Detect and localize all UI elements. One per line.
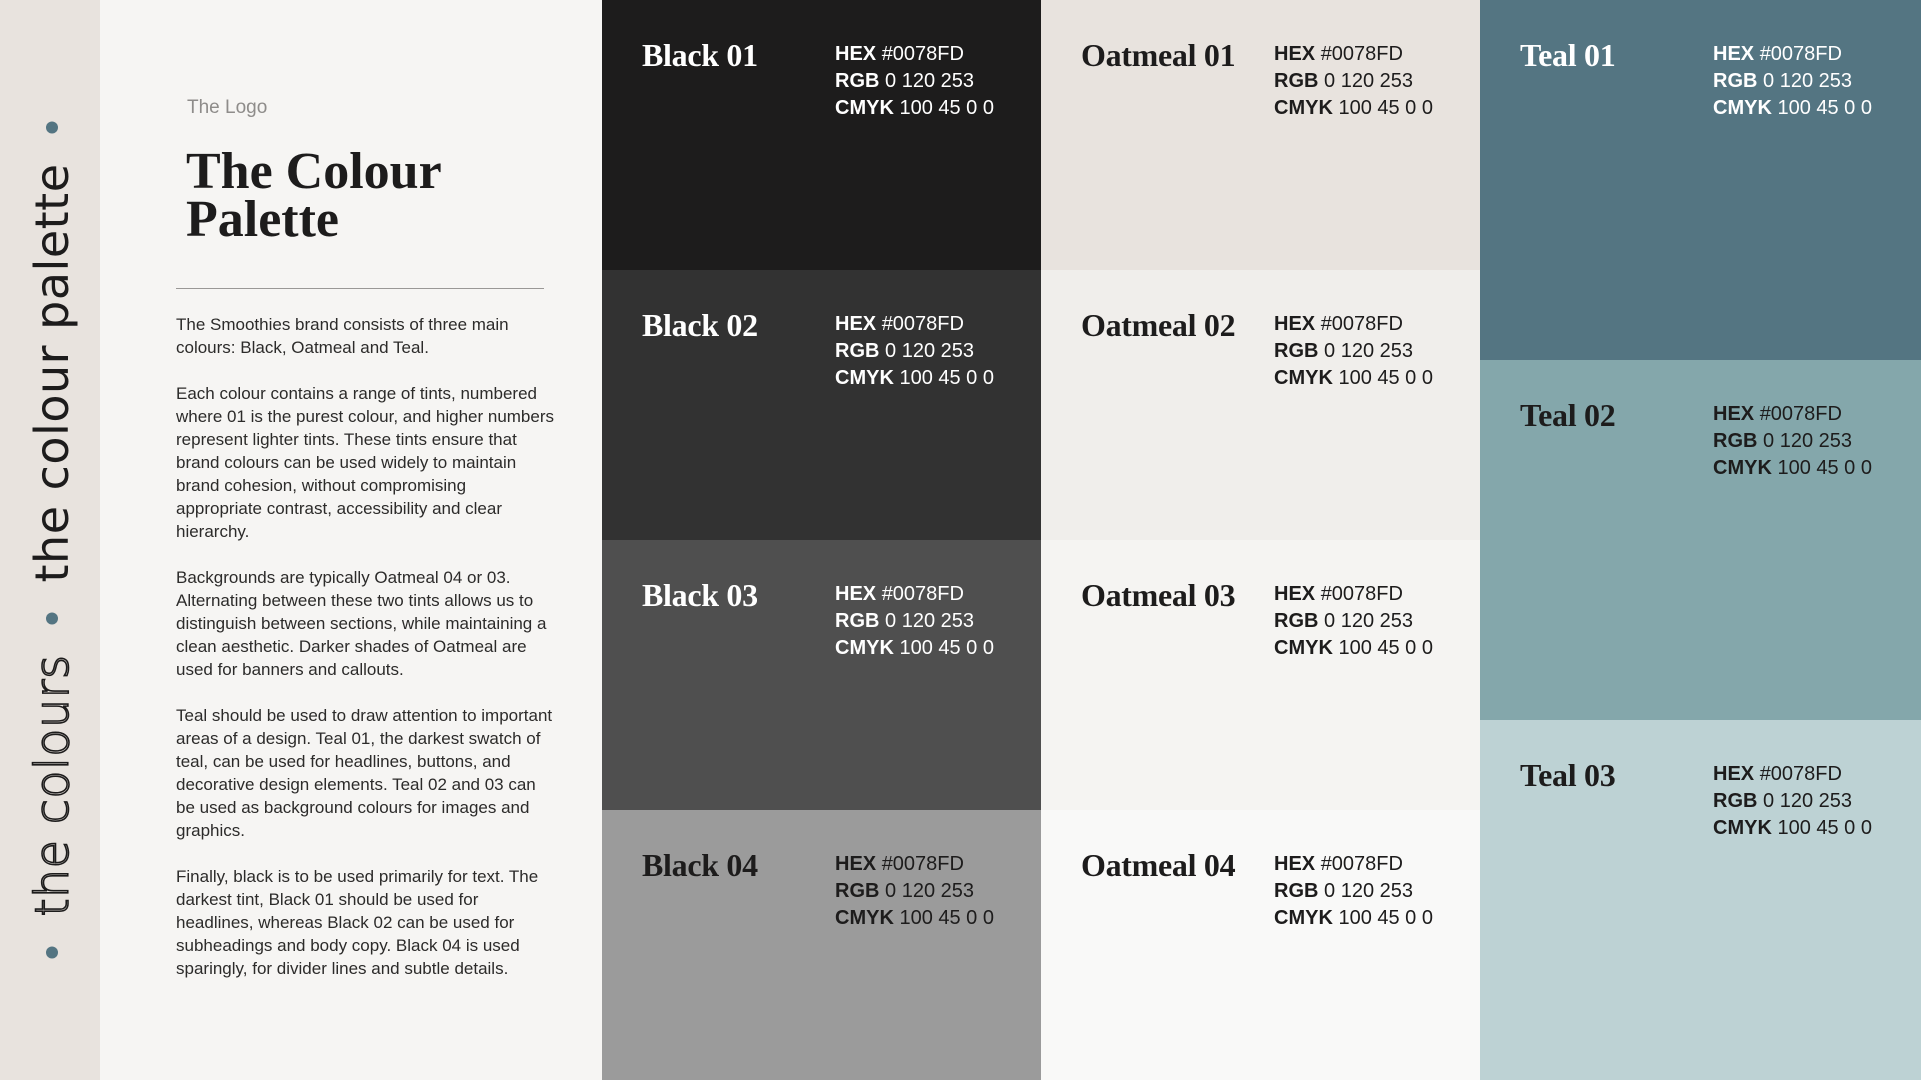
hex-value: #0078FD [1320,583,1403,605]
rgb-label: RGB [835,70,880,92]
rgb-value: 0 120 253 [885,340,974,362]
hex-label: HEX [835,583,877,605]
rgb-label: RGB [1713,70,1758,92]
bullet-dot-icon [46,613,58,625]
cmyk-value: 100 45 0 0 [1338,907,1433,929]
hex-label: HEX [835,43,877,65]
bullet-dot-icon [46,121,58,133]
rgb-label: RGB [835,880,880,902]
rgb-value: 0 120 253 [885,70,974,92]
hex-value: #0078FD [1759,403,1842,425]
sidebar-word-palette: the colour palette [25,163,79,583]
swatch-oatmeal-04 [1041,810,1480,1080]
hex-value: #0078FD [881,583,964,605]
swatch-codes [1713,41,1872,122]
hex-value: #0078FD [1320,853,1403,875]
hex-value: #0078FD [1759,763,1842,785]
black-column [602,0,1041,1080]
cmyk-label: CMYK [1274,907,1333,929]
rgb-value: 0 120 253 [1324,70,1413,92]
cmyk-value: 100 45 0 0 [1338,637,1433,659]
swatch-codes [1274,41,1433,122]
cmyk-label: CMYK [835,907,894,929]
swatch-codes [835,581,994,662]
rgb-value: 0 120 253 [1324,880,1413,902]
rgb-value: 0 120 253 [1763,70,1852,92]
hex-label: HEX [1713,43,1755,65]
rgb-value: 0 120 253 [1763,430,1852,452]
swatch-black-04 [602,810,1041,1080]
hex-label: HEX [1713,763,1755,785]
sidebar-strip [0,0,100,1080]
intro-body [176,313,556,1003]
swatch-black-03 [602,540,1041,810]
bullet-dot-icon [46,947,58,959]
rgb-label: RGB [1713,790,1758,812]
swatch-name: Teal 03 [1520,757,1616,793]
swatch-name: Oatmeal 04 [1081,847,1236,883]
rgb-value: 0 120 253 [1324,340,1413,362]
cmyk-value: 100 45 0 0 [1338,97,1433,119]
swatch-codes [1713,761,1872,842]
swatch-name: Black 02 [642,307,758,343]
swatch-name: Black 03 [642,577,758,613]
cmyk-label: CMYK [1713,97,1772,119]
cmyk-value: 100 45 0 0 [899,97,994,119]
intro-panel [100,0,602,1080]
hex-value: #0078FD [881,853,964,875]
teal-column [1480,0,1921,1080]
swatch-black-02 [602,270,1041,540]
cmyk-label: CMYK [835,367,894,389]
hex-label: HEX [1274,313,1316,335]
cmyk-label: CMYK [1713,457,1772,479]
cmyk-label: CMYK [1713,817,1772,839]
rgb-value: 0 120 253 [1324,610,1413,632]
cmyk-value: 100 45 0 0 [899,637,994,659]
swatch-name: Black 04 [642,847,758,883]
swatch-name: Teal 01 [1520,37,1616,73]
rgb-label: RGB [835,340,880,362]
cmyk-label: CMYK [1274,637,1333,659]
intro-paragraph: Teal should be used to draw attention to important areas of a design. Teal 01, the darkest swatch of teal, can be used for headlines, buttons, and decorative design elements. Teal 02 and 03 can be used as background colours for images and graphics. [176,706,553,840]
swatch-codes [1274,581,1433,662]
swatch-name: Teal 02 [1520,397,1616,433]
swatch-oatmeal-01 [1041,0,1480,270]
rgb-label: RGB [835,610,880,632]
cmyk-label: CMYK [835,637,894,659]
rgb-value: 0 120 253 [1763,790,1852,812]
cmyk-value: 100 45 0 0 [1338,367,1433,389]
hex-value: #0078FD [1759,43,1842,65]
swatch-teal-02 [1480,360,1921,720]
swatch-black-01 [602,0,1041,270]
cmyk-label: CMYK [1274,97,1333,119]
swatch-codes [1713,401,1872,482]
swatch-name: Oatmeal 03 [1081,577,1236,613]
swatch-oatmeal-02 [1041,270,1480,540]
swatch-codes [1274,851,1433,932]
swatch-codes [835,41,994,122]
cmyk-value: 100 45 0 0 [1777,817,1872,839]
oatmeal-column [1041,0,1480,1080]
sidebar-word-colours: the colours [25,654,79,917]
intro-paragraph: Backgrounds are typically Oatmeal 04 or 03. Alternating between these two tints allows us to distinguish between sections, while maintaining a clean aesthetic. Darker shades of Oatmeal are used for banners and callouts. [176,568,547,679]
hex-label: HEX [1713,403,1755,425]
rgb-label: RGB [1274,340,1319,362]
swatch-name: Black 01 [642,37,758,73]
swatch-teal-03 [1480,720,1921,1080]
cmyk-label: CMYK [1274,367,1333,389]
page-title: The Colour Palette [186,143,441,248]
hex-label: HEX [1274,853,1316,875]
cmyk-value: 100 45 0 0 [1777,457,1872,479]
hex-value: #0078FD [881,313,964,335]
swatch-teal-01 [1480,0,1921,360]
section-eyebrow: The Logo [187,97,268,118]
hex-value: #0078FD [1320,43,1403,65]
rgb-value: 0 120 253 [885,880,974,902]
swatch-codes [835,851,994,932]
intro-paragraph: Each colour contains a range of tints, numbered where 01 is the purest colour, and higher numbers represent lighter tints. These tints ensure that brand colours can be used widely to maintain brand cohesion, without compromising appropriate contrast, accessibility and clear hierarchy. [176,384,555,541]
hex-value: #0078FD [881,43,964,65]
hex-label: HEX [1274,583,1316,605]
swatch-oatmeal-03 [1041,540,1480,810]
swatch-codes [1274,311,1433,392]
cmyk-value: 100 45 0 0 [899,367,994,389]
intro-paragraph: The Smoothies brand consists of three main colours: Black, Oatmeal and Teal. [176,315,509,357]
sidebar-vertical-label [25,91,79,988]
swatch-name: Oatmeal 02 [1081,307,1236,343]
hex-label: HEX [1274,43,1316,65]
cmyk-label: CMYK [835,97,894,119]
rgb-label: RGB [1274,880,1319,902]
title-divider [176,288,544,289]
hex-value: #0078FD [1320,313,1403,335]
cmyk-value: 100 45 0 0 [1777,97,1872,119]
swatch-codes [835,311,994,392]
hex-label: HEX [835,853,877,875]
intro-paragraph: Finally, black is to be used primarily for text. The darkest tint, Black 01 should be used for headlines, whereas Black 02 can be used for subheadings and body copy. Black 04 is used sparingly, for divider lines and subtle details. [176,867,539,978]
rgb-label: RGB [1713,430,1758,452]
cmyk-value: 100 45 0 0 [899,907,994,929]
rgb-label: RGB [1274,70,1319,92]
swatch-name: Oatmeal 01 [1081,37,1236,73]
rgb-value: 0 120 253 [885,610,974,632]
rgb-label: RGB [1274,610,1319,632]
hex-label: HEX [835,313,877,335]
